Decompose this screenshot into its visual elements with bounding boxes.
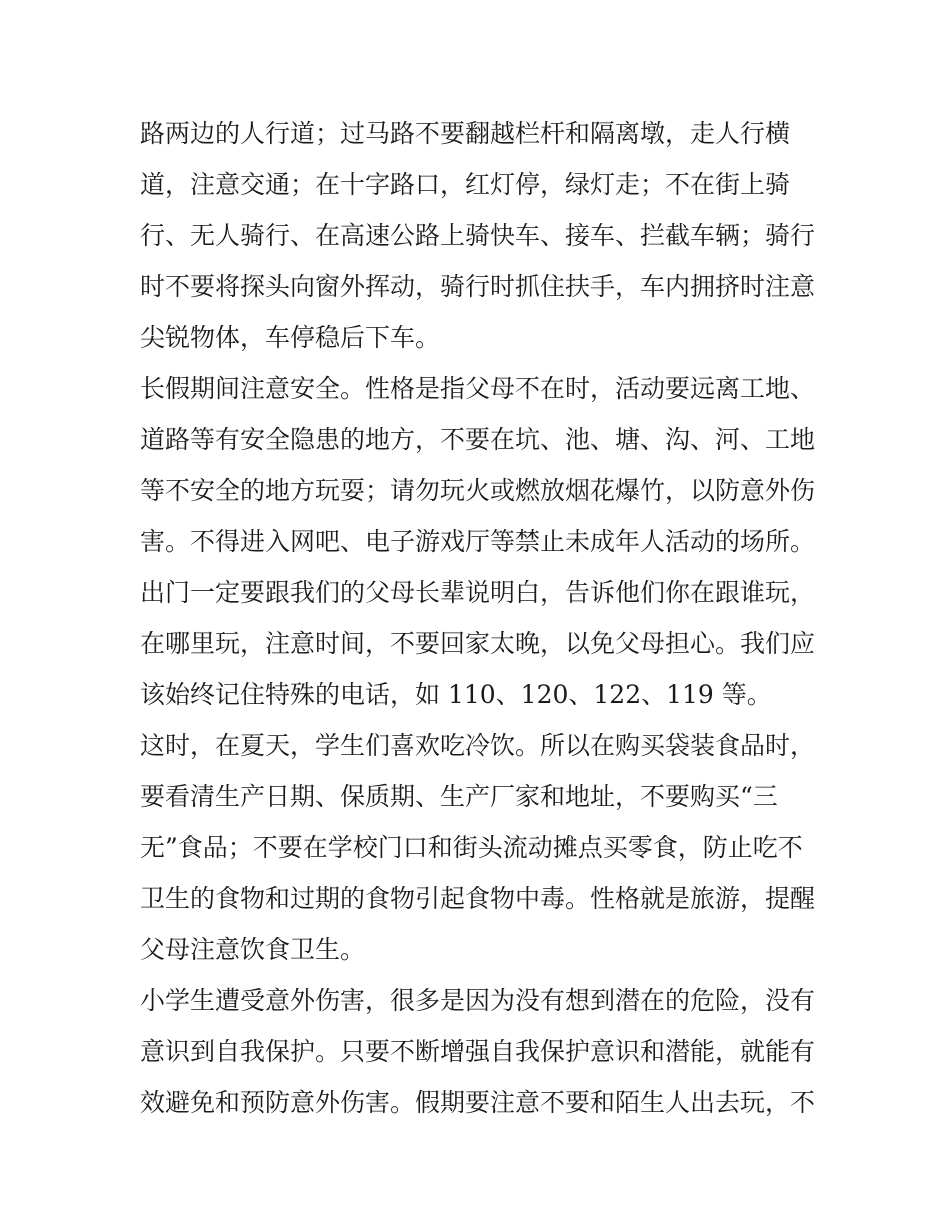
text-line: 小学生遭受意外伤害，很多是因为没有想到潜在的危险，没有: [140, 986, 816, 1015]
text-line: 时不要将探头向窗外挥动，骑行时抓住扶手，车内拥挤时注意: [140, 272, 816, 301]
text-line: 尖锐物体，车停稳后下车。: [140, 323, 441, 352]
text-line: 长假期间注意安全。性格是指父母不在时，活动要远离工地、: [140, 374, 816, 403]
text-line: 害。不得进入网吧、电子游戏厅等禁止未成年人活动的场所。: [140, 527, 816, 556]
text-line: 道，注意交通；在十字路口，红灯停，绿灯走；不在街上骑: [140, 170, 791, 199]
text-line: 等不安全的地方玩耍；请勿玩火或燃放烟花爆竹，以防意外伤: [140, 476, 816, 505]
text-line: 路两边的人行道；过马路不要翻越栏杆和隔离墩，走人行横: [140, 119, 791, 148]
text-line: 这时，在夏天，学生们喜欢吃冷饮。所以在购买袋装食品时，: [140, 731, 816, 760]
text-line: 该始终记住特殊的电话，如 110、120、122、119 等。: [140, 680, 772, 709]
text-line: 在哪里玩，注意时间，不要回家太晚，以免父母担心。我们应: [140, 629, 816, 658]
text-line: 效避免和预防意外伤害。假期要注意不要和陌生人出去玩，不: [140, 1088, 816, 1117]
text-line: 要看清生产日期、保质期、生产厂家和地址，不要购买“三: [140, 782, 778, 811]
body-text: [140, 108, 820, 1128]
text-line: 卫生的食物和过期的食物引起食物中毒。性格就是旅游，提醒: [140, 884, 816, 913]
text-line: 出门一定要跟我们的父母长辈说明白，告诉他们你在跟谁玩，: [140, 578, 816, 607]
text-line: 意识到自我保护。只要不断增强自我保护意识和潜能，就能有: [140, 1037, 816, 1066]
text-line: 无”食品；不要在学校门口和街头流动摊点买零食，防止吃不: [140, 833, 803, 862]
text-line: 行、无人骑行、在高速公路上骑快车、接车、拦截车辆；骑行: [140, 221, 816, 250]
text-line: 父母注意饮食卫生。: [140, 935, 366, 964]
text-line: 道路等有安全隐患的地方，不要在坑、池、塘、沟、河、工地: [140, 425, 816, 454]
